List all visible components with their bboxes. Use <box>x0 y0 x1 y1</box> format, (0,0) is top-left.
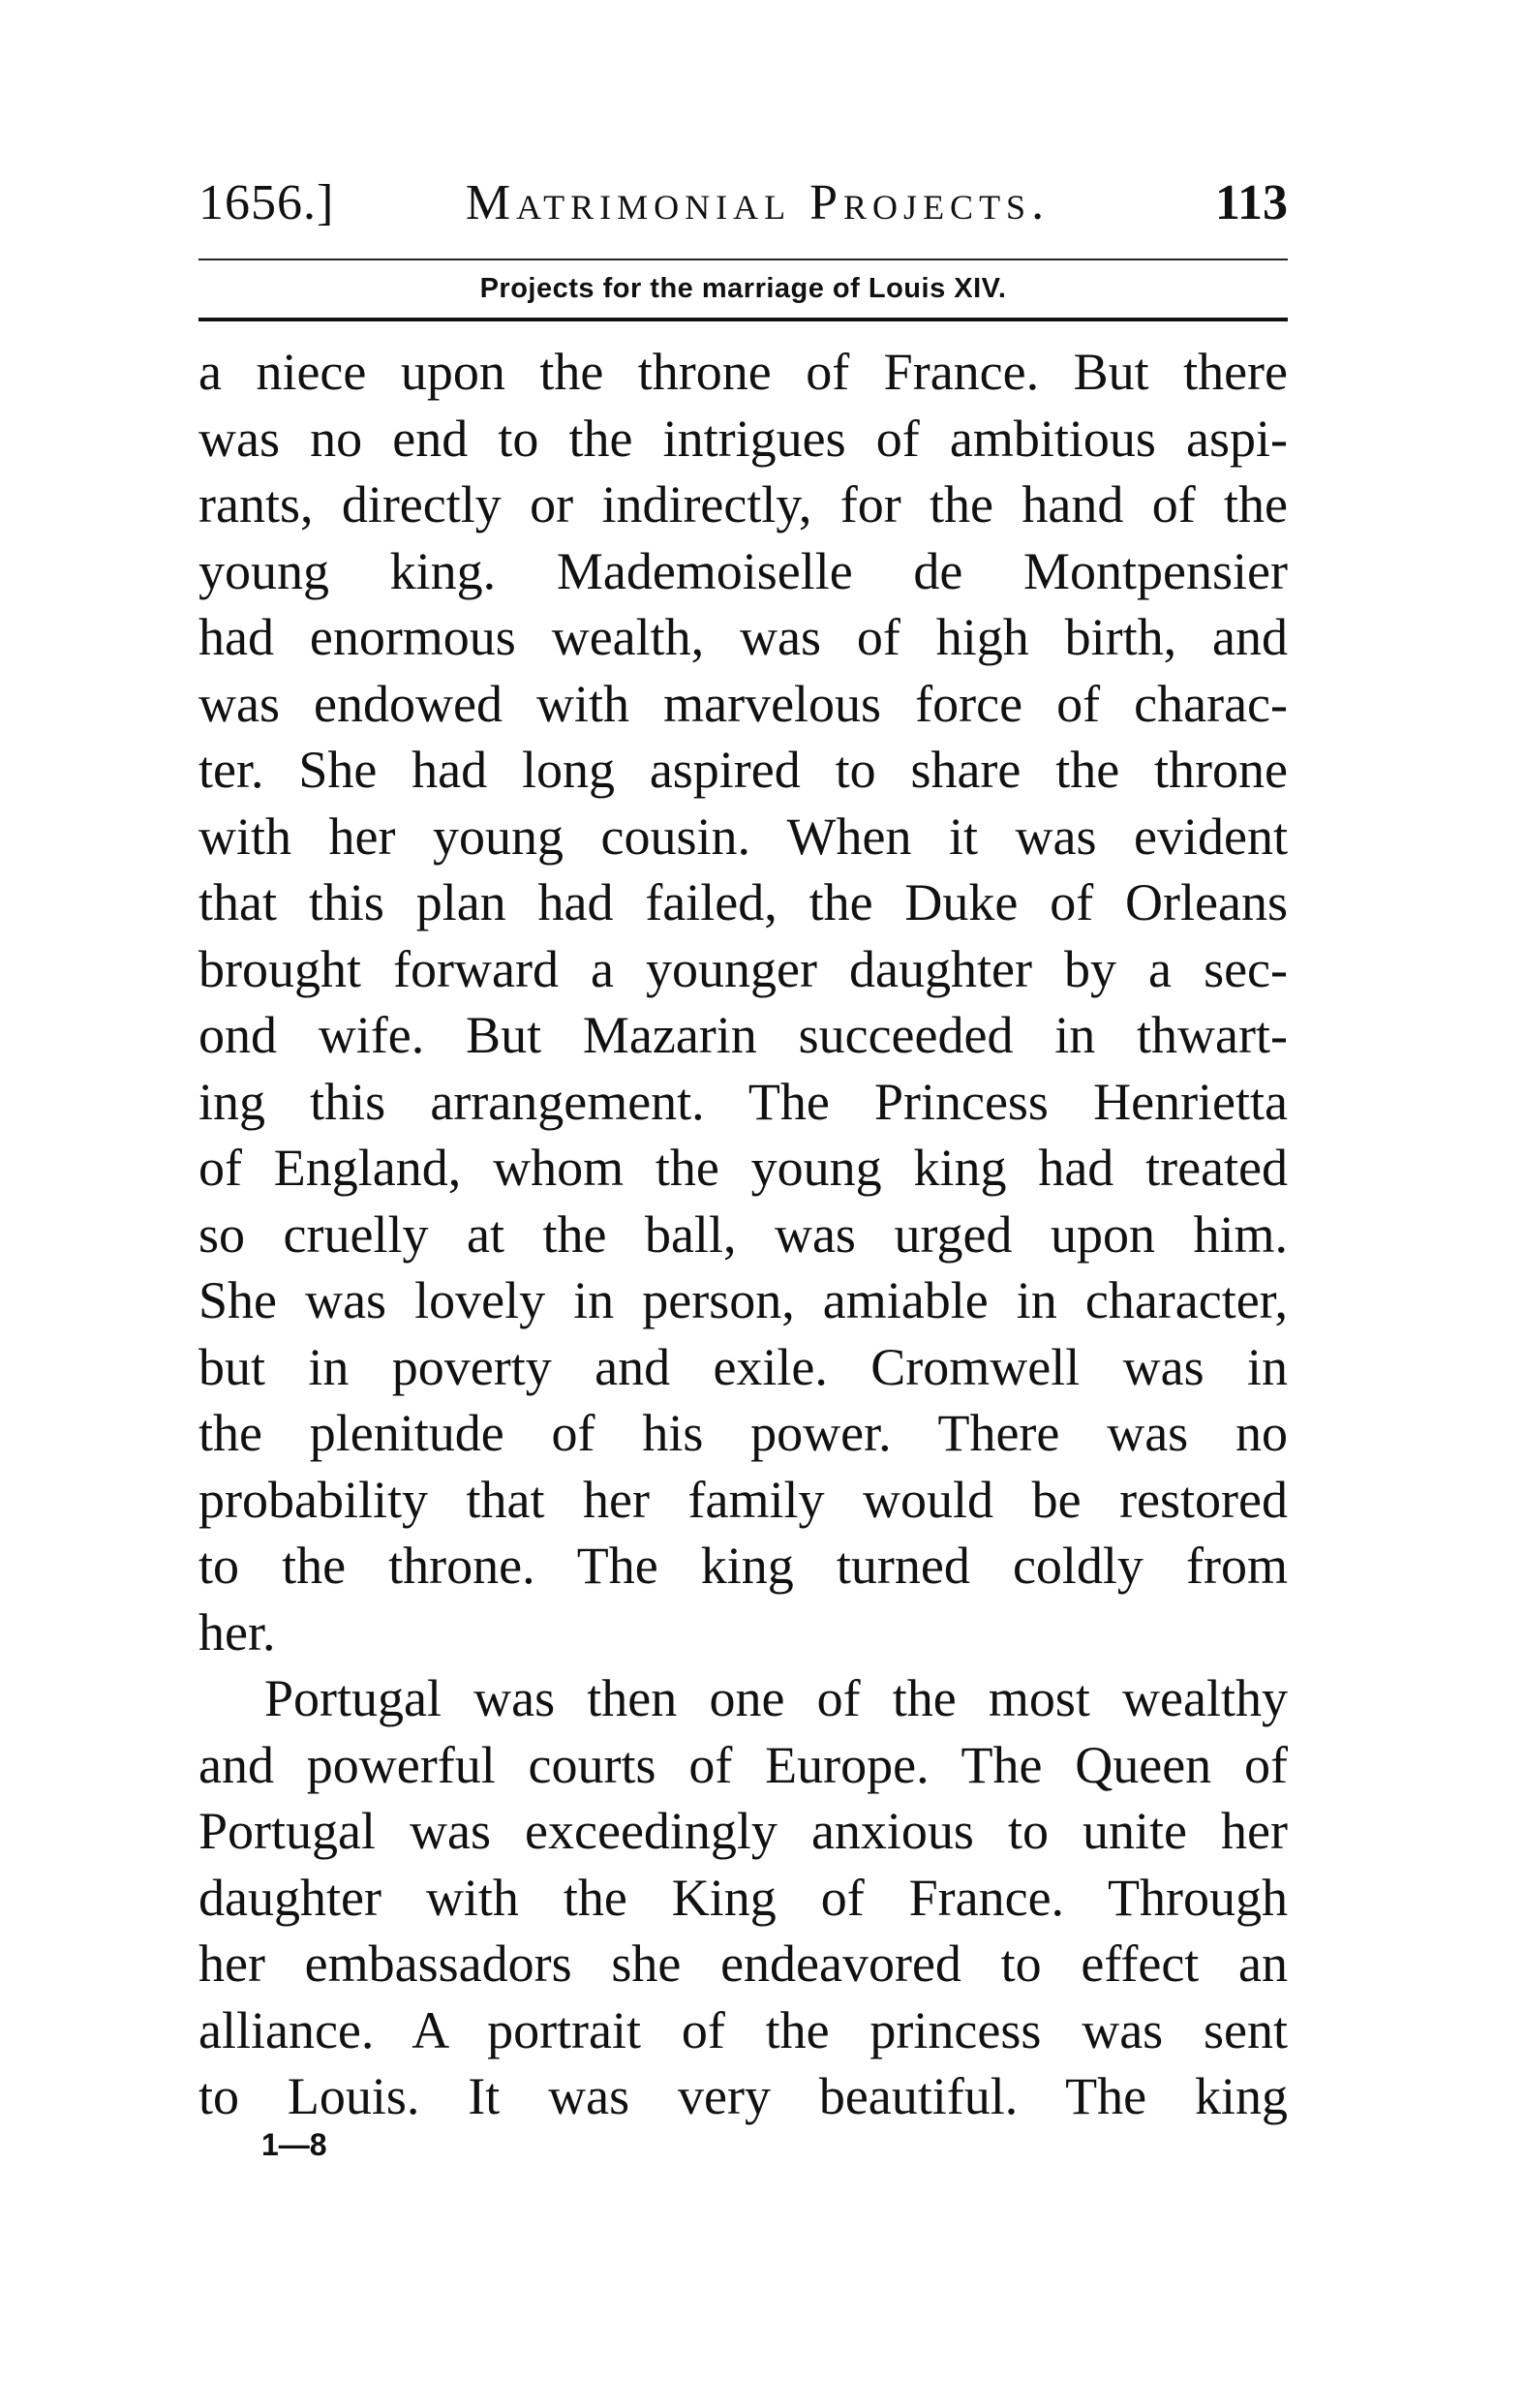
text-line: ter. She had long aspired to share the throne <box>198 741 1288 799</box>
text-line: with her young cousin. When it was evident <box>198 807 1288 866</box>
text-line: was endowed with marvelous force of charac- <box>198 674 1288 733</box>
running-head <box>198 165 1288 242</box>
text-line: to the throne. The king turned coldly from <box>198 1537 1288 1595</box>
page-number: 113 <box>1214 175 1288 230</box>
text-line: ing this arrangement. The Princess Henrietta <box>198 1072 1288 1131</box>
text-line: that this plan had failed, the Duke of Orleans <box>198 873 1288 931</box>
body-text <box>198 339 1288 2130</box>
paragraph-1 <box>198 339 1288 1665</box>
text-line: her. <box>198 1602 276 1661</box>
text-line: daughter with the King of France. Through <box>198 1868 1288 1927</box>
text-line: She was lovely in person, amiable in character, <box>198 1271 1288 1329</box>
text-line: Portugal was then one of the most wealthy <box>264 1669 1288 1727</box>
text-line: but in poverty and exile. Cromwell was in <box>198 1337 1288 1396</box>
text-line: brought forward a younger daughter by a sec- <box>198 939 1288 998</box>
text-line: had enormous wealth, was of high birth, and <box>198 608 1288 666</box>
text-line: the plenitude of his power. There was no <box>198 1404 1288 1462</box>
text-line: young king. Mademoiselle de Montpensier <box>198 541 1288 600</box>
page-subheading: Projects for the marriage of Louis XIV. <box>479 273 1007 304</box>
header-rule-top <box>198 259 1288 260</box>
text-line: to Louis. It was very beautiful. The king <box>198 2067 1288 2125</box>
text-line: alliance. A portrait of the princess was sent <box>198 2000 1288 2059</box>
running-head-year: 1656.] <box>198 175 335 230</box>
text-line: of England, whom the young king had treated <box>198 1139 1288 1197</box>
paragraph-2 <box>198 1665 1288 2130</box>
header-rule-bottom <box>198 318 1288 321</box>
text-line: and powerful courts of Europe. The Queen of <box>198 1735 1288 1794</box>
text-line: her embassadors she endeavored to effect an <box>198 1935 1288 1993</box>
text-line: so cruelly at the ball, was urged upon him. <box>198 1204 1288 1264</box>
text-line: was no end to the intrigues of ambitious aspi- <box>198 409 1288 468</box>
running-head-title: Matrimonial Projects. <box>465 175 1051 230</box>
text-line: probability that her family would be restored <box>198 1470 1288 1529</box>
text-line: ond wife. But Mazarin succeeded in thwart- <box>198 1006 1288 1064</box>
text-line: Portugal was exceedingly anxious to unite her <box>198 1802 1288 1860</box>
text-line: a niece upon the throne of France. But there <box>198 343 1288 401</box>
text-line: rants, directly or indirectly, for the hand of the <box>198 475 1288 533</box>
signature-mark: 1—8 <box>261 2127 327 2162</box>
